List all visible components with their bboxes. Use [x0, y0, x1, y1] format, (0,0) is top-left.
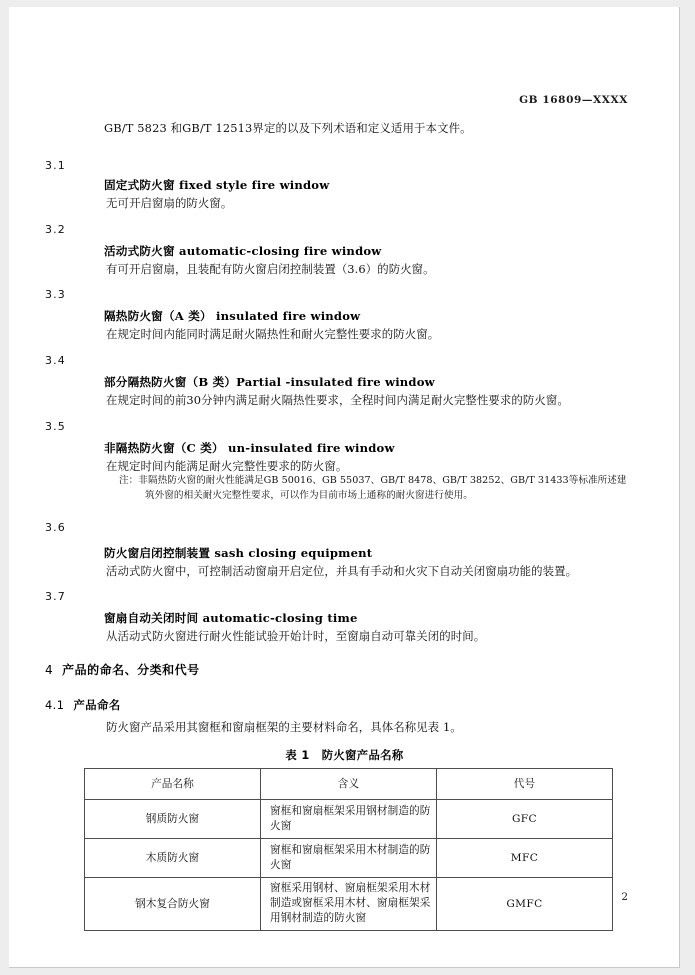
section-heading-4	[45, 661, 200, 678]
section-title-4-1: 产品命名	[73, 699, 121, 712]
document-page	[9, 7, 680, 968]
column-header-meaning: 含义	[261, 769, 437, 800]
term-title-3-3: 隔热防火窗（A 类） insulated fire window	[104, 309, 361, 323]
cell-product-name: 木质防火窗	[85, 839, 261, 878]
cell-code: GFC	[437, 800, 613, 839]
term-definition-3-5: 在规定时间内能满足耐火完整性要求的防火窗。	[106, 459, 348, 473]
product-name-table	[84, 768, 613, 931]
term-title-3-5: 非隔热防火窗（C 类） un-insulated fire window	[104, 441, 395, 455]
column-header-code: 代号	[437, 769, 613, 800]
document-running-header: GB 16809—XXXX	[519, 94, 628, 106]
cell-meaning: 窗框和窗扇框架采用木材制造的防火窗	[261, 839, 437, 878]
term-title-3-2: 活动式防火窗 automatic-closing fire window	[104, 244, 382, 258]
clause-number-3-7: 3.7	[45, 590, 66, 603]
table-row	[85, 800, 613, 839]
table-row	[85, 839, 613, 878]
note-block	[119, 473, 634, 503]
term-definition-3-3: 在规定时间内能同时满足耐火隔热性和耐火完整性要求的防火窗。	[106, 327, 440, 341]
term-definition-3-4: 在规定时间的前30分钟内满足耐火隔热性要求，全程时间内满足耐火完整性要求的防火窗。	[106, 393, 569, 407]
cell-meaning: 窗框采用钢材、窗扇框架采用木材制造或窗框采用木材、窗扇框架采用钢材制造的防火窗	[261, 878, 437, 931]
term-title-3-6: 防火窗启闭控制装置 sash closing equipment	[104, 546, 373, 560]
normative-reference-paragraph: GB/T 5823 和GB/T 12513界定的以及下列术语和定义适用于本文件。	[104, 121, 472, 135]
clause-number-3-6: 3.6	[45, 521, 66, 534]
section-number-4-1: 4.1	[45, 699, 65, 712]
table-caption-title: 防火窗产品名称	[321, 749, 404, 762]
term-title-3-7: 窗扇自动关闭时间 automatic-closing time	[104, 611, 358, 625]
section-heading-4-1	[45, 697, 121, 713]
section-title-4: 产品的命名、分类和代号	[62, 663, 200, 677]
section-4-1-paragraph: 防火窗产品采用其窗框和窗扇框架的主要材料命名，具体名称见表 1。	[106, 720, 462, 734]
cell-product-name: 钢木复合防火窗	[85, 878, 261, 931]
cell-code: MFC	[437, 839, 613, 878]
term-definition-3-2: 有可开启窗扇，且装配有防火窗启闭控制装置（3.6）的防火窗。	[106, 262, 435, 276]
table-caption	[9, 747, 680, 763]
clause-number-3-1: 3.1	[45, 159, 66, 172]
term-title-3-4: 部分隔热防火窗（B 类）Partial -insulated fire window	[104, 375, 435, 389]
clause-number-3-4: 3.4	[45, 354, 66, 367]
clause-number-3-3: 3.3	[45, 288, 66, 301]
clause-number-3-5: 3.5	[45, 420, 66, 433]
column-header-product-name: 产品名称	[85, 769, 261, 800]
note-label: 注：	[119, 475, 139, 486]
table-row	[85, 878, 613, 931]
cell-product-name: 钢质防火窗	[85, 800, 261, 839]
term-definition-3-7: 从活动式防火窗进行耐火性能试验开始计时，至窗扇自动可靠关闭的时间。	[106, 629, 486, 643]
note-text: 非隔热防火窗的耐火性能满足GB 50016、GB 55037、GB/T 8478、GB/T 38252、GB/T 31433等标准所述建筑外窗的相关耐火完整性要求，可以作为目前市场上通称的耐火窗进行使用。	[138, 475, 627, 501]
term-definition-3-1: 无可开启窗扇的防火窗。	[106, 196, 233, 210]
cell-meaning: 窗框和窗扇框架采用钢材制造的防火窗	[261, 800, 437, 839]
term-definition-3-6: 活动式防火窗中，可控制活动窗扇开启定位，并具有手动和火灾下自动关闭窗扇功能的装置。	[106, 564, 578, 578]
page-number: 2	[621, 891, 628, 903]
table-header-row	[85, 769, 613, 800]
table-caption-number: 表 1	[285, 749, 310, 762]
cell-code: GMFC	[437, 878, 613, 931]
page-content	[9, 7, 680, 968]
term-title-3-1: 固定式防火窗 fixed style fire window	[104, 178, 330, 192]
section-number-4: 4	[45, 663, 54, 677]
clause-number-3-2: 3.2	[45, 223, 66, 236]
